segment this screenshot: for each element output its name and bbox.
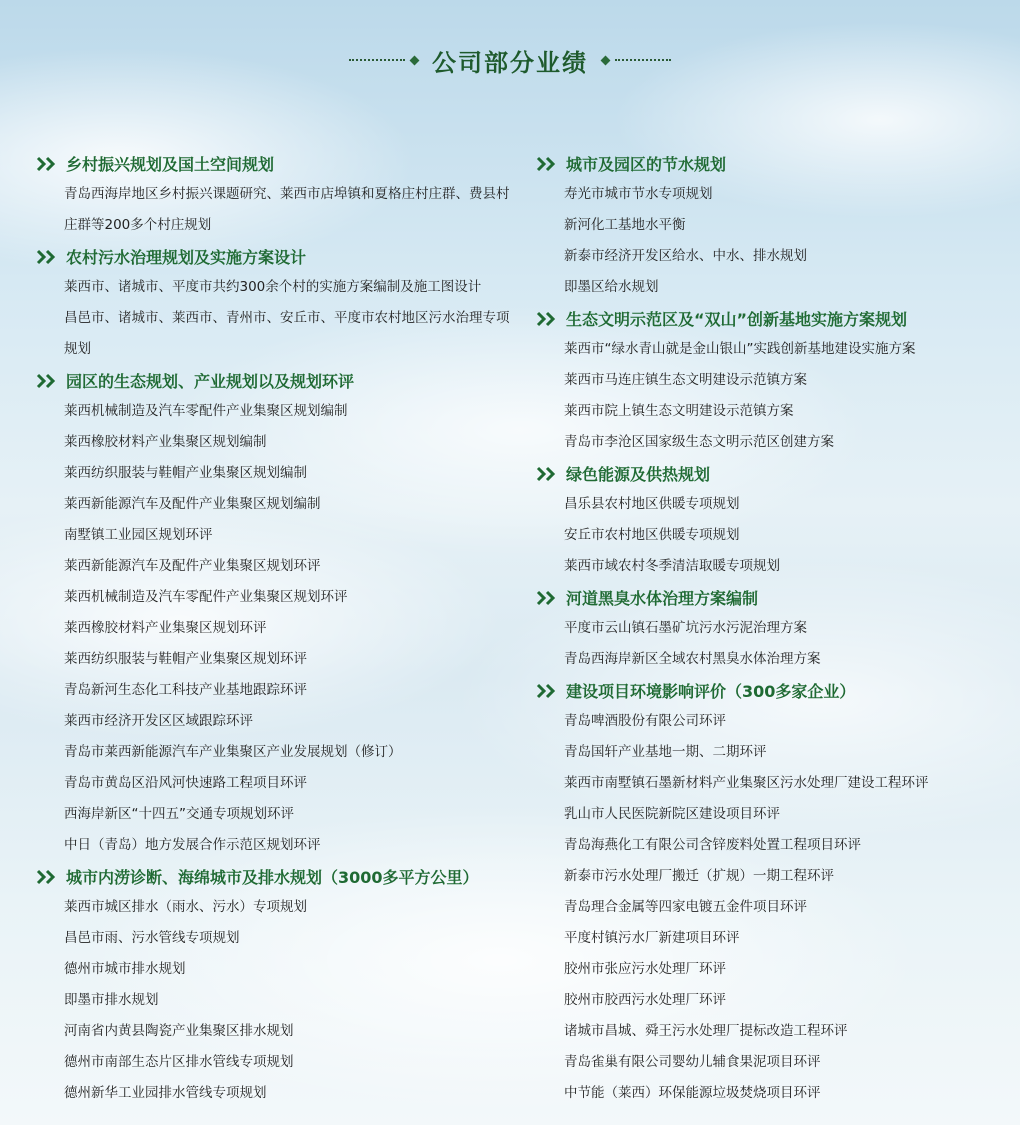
double-chevron-icon (536, 466, 558, 482)
section-title: 绿色能源及供热规划 (566, 465, 711, 484)
list-item: 莱西市城区排水（雨水、污水）专项规划 (64, 899, 307, 915)
list-item: 莱西橡胶材料产业集聚区规划环评 (64, 620, 267, 636)
list-item: 青岛新河生态化工科技产业基地跟踪环评 (64, 682, 307, 698)
list-item: 莱西市、诸城市、平度市共约300余个村的实施方案编制及施工图设计 (64, 279, 482, 295)
title-ornament-left (349, 57, 424, 64)
list-item: 新泰市经济开发区给水、中水、排水规划 (564, 248, 807, 264)
section (36, 148, 516, 241)
section-title: 园区的生态规划、产业规划以及规划环评 (66, 372, 355, 391)
double-chevron-icon (536, 311, 558, 327)
left-column (36, 148, 516, 1109)
list-item: 青岛市李沧区国家级生态文明示范区创建方案 (564, 434, 834, 450)
list-item: 青岛雀巢有限公司婴幼儿辅食果泥项目环评 (564, 1054, 821, 1070)
double-chevron-icon (36, 869, 58, 885)
list-item: 莱西市马连庄镇生态文明建设示范镇方案 (564, 372, 807, 388)
list-item: 德州新华工业园排水管线专项规划 (64, 1085, 267, 1101)
list-item: 平度市云山镇石墨矿坑污水污泥治理方案 (564, 620, 807, 636)
list-item: 昌邑市、诸城市、莱西市、青州市、安丘市、平度市农村地区污水治理专项规划 (64, 310, 510, 357)
list-item: 德州市城市排水规划 (64, 961, 186, 977)
list-item: 河南省内黄县陶瓷产业集聚区排水规划 (64, 1023, 294, 1039)
list-item: 寿光市城市节水专项规划 (564, 186, 713, 202)
section (536, 303, 1006, 458)
list-item: 昌邑市雨、污水管线专项规划 (64, 930, 240, 946)
list-item: 莱西市域农村冬季清洁取暖专项规划 (564, 558, 780, 574)
section-header (36, 148, 516, 179)
list-item: 胶州市胶西污水处理厂环评 (564, 992, 726, 1008)
diamond-icon (601, 55, 611, 65)
list-item: 青岛西海岸新区全域农村黑臭水体治理方案 (564, 651, 821, 667)
section (36, 241, 516, 365)
list-item: 莱西橡胶材料产业集聚区规划编制 (64, 434, 267, 450)
list-item: 即墨市排水规划 (64, 992, 159, 1008)
list-item: 青岛国轩产业基地一期、二期环评 (564, 744, 767, 760)
list-item: 新泰市污水处理厂搬迁（扩规）一期工程环评 (564, 868, 834, 884)
list-item: 青岛啤酒股份有限公司环评 (564, 713, 726, 729)
diamond-icon (410, 55, 420, 65)
list-item: 安丘市农村地区供暖专项规划 (564, 527, 740, 543)
section (536, 148, 1006, 303)
section-header (536, 148, 1006, 179)
list-item: 昌乐县农村地区供暖专项规划 (564, 496, 740, 512)
section (536, 675, 1006, 1109)
list-item: 平度村镇污水厂新建项目环评 (564, 930, 740, 946)
section-header (536, 675, 1006, 706)
section-title: 城市及园区的节水规划 (566, 155, 727, 174)
right-column (536, 148, 1006, 1109)
double-chevron-icon (536, 683, 558, 699)
list-item: 莱西市“绿水青山就是金山银山”实践创新基地建设实施方案 (564, 341, 916, 357)
double-chevron-icon (36, 249, 58, 265)
list-item: 青岛市黄岛区沿风河快速路工程项目环评 (64, 775, 307, 791)
list-item: 莱西纺织服装与鞋帽产业集聚区规划编制 (64, 465, 307, 481)
double-chevron-icon (536, 156, 558, 172)
list-item: 莱西新能源汽车及配件产业集聚区规划环评 (64, 558, 321, 574)
page-header (0, 40, 1020, 80)
dotted-line-right (615, 59, 671, 61)
title-ornament-right (596, 57, 671, 64)
list-item: 诸城市昌城、舜王污水处理厂提标改造工程环评 (564, 1023, 848, 1039)
section-title: 乡村振兴规划及国土空间规划 (66, 155, 275, 174)
section-title: 生态文明示范区及“双山”创新基地实施方案规划 (566, 310, 908, 329)
list-item: 莱西市院上镇生态文明建设示范镇方案 (564, 403, 794, 419)
list-item: 青岛西海岸地区乡村振兴课题研究、莱西市店埠镇和夏格庄村庄群、费县村庄群等200多个村庄规划 (64, 186, 510, 233)
section-header (36, 241, 516, 272)
dotted-line-left (349, 59, 405, 61)
list-item: 莱西新能源汽车及配件产业集聚区规划编制 (64, 496, 321, 512)
list-item: 莱西机械制造及汽车零配件产业集聚区规划环评 (64, 589, 348, 605)
section-header (536, 303, 1006, 334)
list-item: 乳山市人民医院新院区建设项目环评 (564, 806, 780, 822)
list-item: 南墅镇工业园区规划环评 (64, 527, 213, 543)
section-header (36, 861, 516, 892)
list-item: 莱西机械制造及汽车零配件产业集聚区规划编制 (64, 403, 348, 419)
page-title: 公司部分业绩 (432, 48, 588, 77)
section-title: 河道黑臭水体治理方案编制 (566, 589, 759, 608)
list-item: 青岛理合金属等四家电镀五金件项目环评 (564, 899, 807, 915)
double-chevron-icon (36, 156, 58, 172)
section-title: 城市内涝诊断、海绵城市及排水规划（3000多平方公里） (66, 868, 479, 887)
list-item: 新河化工基地水平衡 (564, 217, 686, 233)
section-header (536, 458, 1006, 489)
list-item: 莱西市经济开发区区域跟踪环评 (64, 713, 253, 729)
double-chevron-icon (36, 373, 58, 389)
section-title: 建设项目环境影响评价（300多家企业） (566, 682, 856, 701)
list-item: 中日（青岛）地方发展合作示范区规划环评 (64, 837, 321, 853)
list-item: 莱西市南墅镇石墨新材料产业集聚区污水处理厂建设工程环评 (564, 775, 929, 791)
list-item: 莱西纺织服装与鞋帽产业集聚区规划环评 (64, 651, 307, 667)
section (536, 582, 1006, 675)
section (36, 861, 516, 1109)
list-item: 青岛海燕化工有限公司含锌废料处置工程项目环评 (564, 837, 861, 853)
list-item: 西海岸新区“十四五”交通专项规划环评 (64, 806, 294, 822)
list-item: 胶州市张应污水处理厂环评 (564, 961, 726, 977)
section-header (36, 365, 516, 396)
section-header (536, 582, 1006, 613)
list-item: 中节能（莱西）环保能源垃圾焚烧项目环评 (564, 1085, 821, 1101)
list-item: 德州市南部生态片区排水管线专项规划 (64, 1054, 294, 1070)
section (36, 365, 516, 861)
list-item: 即墨区给水规划 (564, 279, 659, 295)
double-chevron-icon (536, 590, 558, 606)
section-title: 农村污水治理规划及实施方案设计 (66, 248, 307, 267)
section (536, 458, 1006, 582)
list-item: 青岛市莱西新能源汽车产业集聚区产业发展规划（修订） (64, 744, 402, 760)
